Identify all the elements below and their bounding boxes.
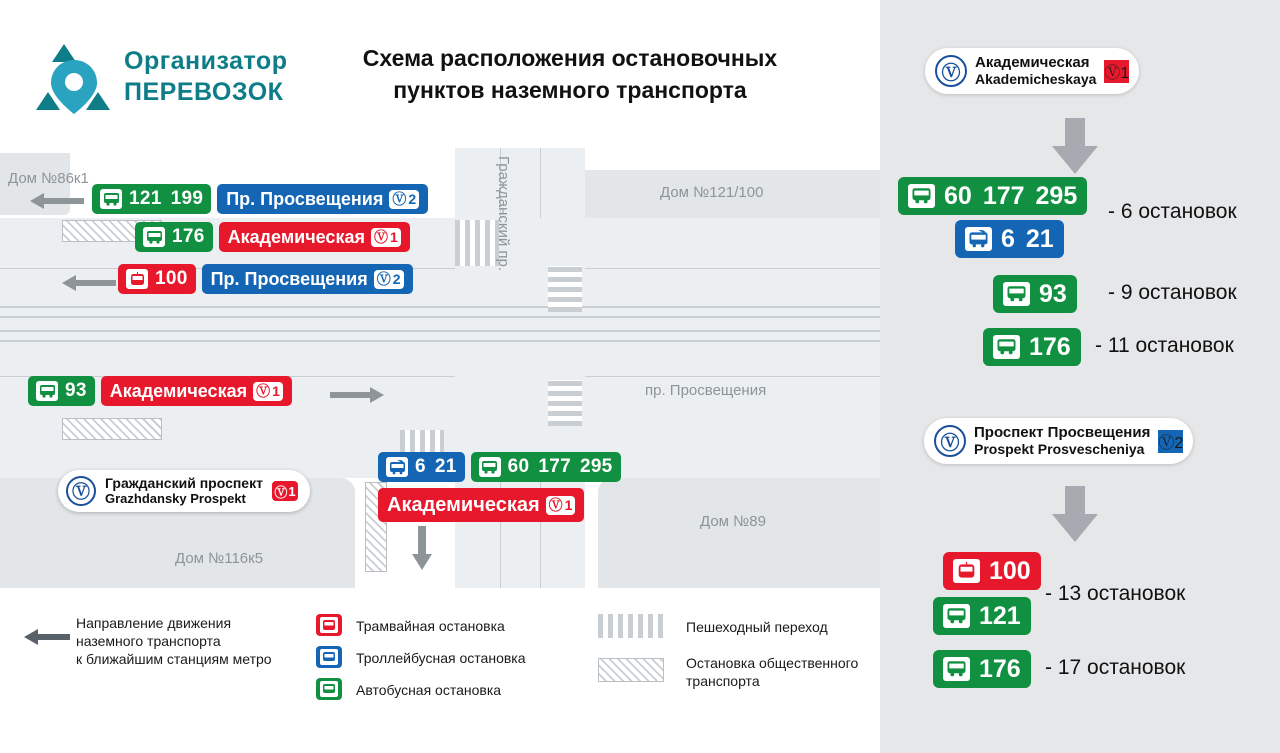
building-block-e xyxy=(598,478,880,588)
transfer-row-121[interactable] xyxy=(933,597,1031,635)
metro-line-badge xyxy=(546,496,576,515)
legend-direction-line-2: наземного транспорта xyxy=(76,633,221,649)
destination-label: Академическая xyxy=(387,493,540,516)
metro-m-icon: Ⓥ xyxy=(376,271,391,287)
legend-crosswalk-label: Пешеходный переход xyxy=(686,619,828,635)
route-number: 6 xyxy=(415,456,426,477)
route-numbers xyxy=(979,655,1021,684)
metro-logo-icon: Ⓥ xyxy=(934,425,966,457)
direction-arrow-left xyxy=(62,274,116,297)
stop-zone-w xyxy=(62,418,162,440)
metro-logo-icon: Ⓥ xyxy=(66,476,96,506)
crosswalk-west xyxy=(548,266,582,312)
page-title-line-1: Схема расположения остановочных xyxy=(362,45,778,71)
route-plate-bus-176[interactable] xyxy=(983,328,1081,366)
route-numbers xyxy=(944,182,1077,211)
route-plate-bus-176[interactable] xyxy=(135,222,213,252)
transfers-panel xyxy=(880,0,1280,753)
route-number: 176 xyxy=(172,226,205,247)
bus-icon xyxy=(479,457,501,477)
metro-m-icon: Ⓥ xyxy=(392,191,407,207)
page-title xyxy=(330,42,810,106)
route-number: 6 xyxy=(1001,224,1015,253)
route-plate-bus-121[interactable] xyxy=(933,597,1031,635)
tram-icon xyxy=(953,559,980,583)
metro-line-number: 1 xyxy=(1120,64,1130,82)
route-numbers xyxy=(508,456,613,478)
route-plate-trolleybus-6-21[interactable] xyxy=(378,452,465,482)
bus-icon xyxy=(36,381,58,401)
route-number: 295 xyxy=(579,456,613,477)
crosswalk-east xyxy=(548,380,582,426)
stops-count-6: - 6 остановок xyxy=(1108,200,1237,223)
metro-line-number: 1 xyxy=(272,383,280,399)
metro-line-badge xyxy=(374,270,404,289)
transfer-row-6-21[interactable] xyxy=(955,220,1064,258)
page-title-line-2: пунктов наземного транспорта xyxy=(393,77,747,103)
route-number: 100 xyxy=(989,556,1031,585)
route-number: 176 xyxy=(979,654,1021,683)
bus-icon xyxy=(1003,282,1030,306)
route-number: 295 xyxy=(1035,181,1078,210)
map-label-building-86k1: Дом №86к1 xyxy=(8,170,89,187)
transfer-row-100[interactable] xyxy=(943,552,1041,590)
station-name-en: Akademicheskaya xyxy=(975,71,1097,87)
bus-icon xyxy=(943,657,970,681)
map-label-building-116k5: Дом №116к5 xyxy=(175,550,264,567)
route-number: 93 xyxy=(65,380,87,401)
bus-icon xyxy=(993,335,1020,359)
down-arrow-icon-top xyxy=(1048,118,1102,174)
destination-label: Академическая xyxy=(227,226,365,247)
destination-label: Пр. Просвещения xyxy=(226,188,384,209)
location-pin-icon xyxy=(34,40,116,118)
tram-track-line xyxy=(0,330,880,332)
metro-line-badge xyxy=(371,228,401,247)
metro-m-icon: Ⓥ xyxy=(256,383,271,399)
route-number: 177 xyxy=(538,456,571,477)
down-arrow-icon-bottom xyxy=(1048,486,1102,542)
destination-label: Пр. Просвещения xyxy=(210,268,368,289)
metro-m-icon: Ⓥ xyxy=(274,484,288,500)
tram-track-line xyxy=(0,340,880,342)
metro-line-number: 1 xyxy=(389,229,398,245)
metro-line-number: 1 xyxy=(564,497,573,513)
metro-line-number: 2 xyxy=(408,191,417,207)
metro-logo-icon: Ⓥ xyxy=(935,55,967,87)
map-label-grazhdansky-pr: Гражданский пр. xyxy=(495,156,512,271)
metro-line-number: 2 xyxy=(392,271,401,287)
route-numbers xyxy=(979,602,1021,631)
trolleybus-icon xyxy=(316,646,342,668)
trolleybus-glyph xyxy=(320,649,338,665)
legend-tram-swatch xyxy=(316,614,342,636)
route-number: 60 xyxy=(944,181,972,210)
station-names xyxy=(105,476,263,506)
stops-count-17: - 17 остановок xyxy=(1045,656,1186,679)
road-edge-line-vertical xyxy=(540,148,541,218)
map-label-pr-prosveshcheniya: пр. Просвещения xyxy=(645,382,767,399)
tram-icon xyxy=(126,269,148,289)
direction-arrow-right xyxy=(330,386,384,409)
metro-line-badge xyxy=(1104,60,1129,83)
direction-arrow-down xyxy=(410,526,434,575)
crosswalk-north xyxy=(455,220,499,266)
legend-tram-label: Трамвайная остановка xyxy=(356,618,505,634)
route-plate-bus-176[interactable] xyxy=(933,650,1031,688)
route-number: 177 xyxy=(982,181,1025,210)
map-stop-row-121-199[interactable] xyxy=(92,184,428,214)
legend-stopzone-icon xyxy=(598,658,664,682)
transfer-row-93[interactable] xyxy=(993,275,1077,313)
metro-m-icon: Ⓥ xyxy=(373,229,388,245)
route-numbers xyxy=(65,380,87,402)
route-numbers xyxy=(172,226,205,248)
metro-m-icon: Ⓥ xyxy=(1104,64,1121,82)
transfer-row-176-top[interactable] xyxy=(983,328,1081,366)
legend-trolleybus-swatch xyxy=(316,646,342,668)
metro-line-number: 1 xyxy=(288,483,296,499)
destination-label: Академическая xyxy=(109,380,248,401)
legend-trolleybus-label: Троллейбусная остановка xyxy=(356,650,526,666)
route-numbers xyxy=(1029,333,1071,362)
legend-stopzone-line-1: Остановка общественного xyxy=(686,655,859,671)
route-plate-tram-100[interactable] xyxy=(943,552,1041,590)
route-plate-trolleybus-6-21[interactable] xyxy=(955,220,1064,258)
destination-plate-akademicheskaya[interactable] xyxy=(101,376,292,406)
station-name-ru: Академическая xyxy=(975,54,1090,71)
logo-line-2: ПЕРЕВОЗОК xyxy=(124,78,284,106)
tram-glyph xyxy=(320,617,338,633)
map-stop-row-100[interactable] xyxy=(118,264,413,294)
stops-count-13: - 13 остановок xyxy=(1045,582,1186,605)
logo-text xyxy=(124,46,287,108)
route-number: 121 xyxy=(979,601,1021,630)
destination-plate-pr-prosvescheniya[interactable] xyxy=(217,184,428,214)
metro-line-badge xyxy=(272,481,298,501)
station-name-en: Prospekt Prosvescheniya xyxy=(974,441,1145,457)
route-numbers xyxy=(415,456,457,478)
route-number: 100 xyxy=(155,268,188,289)
map-label-building-89: Дом №89 xyxy=(700,513,766,530)
route-number: 93 xyxy=(1039,279,1067,308)
tram-track-line xyxy=(0,316,880,318)
road-avenue-vertical xyxy=(455,148,585,588)
route-plate-tram-100[interactable] xyxy=(118,264,196,294)
stops-count-9: - 9 остановок xyxy=(1108,281,1237,304)
route-plate-bus-93[interactable] xyxy=(28,376,95,406)
trolleybus-icon xyxy=(965,227,992,251)
tram-icon xyxy=(316,614,342,636)
metro-m-icon: Ⓥ xyxy=(1158,434,1175,452)
legend-direction-arrow-icon xyxy=(24,628,70,651)
trolleybus-icon xyxy=(386,457,408,477)
route-numbers xyxy=(1039,280,1067,309)
legend-direction-line-1: Направление движения xyxy=(76,615,232,631)
station-names xyxy=(975,55,1096,87)
route-numbers xyxy=(1001,225,1054,254)
metro-line-badge xyxy=(1158,430,1183,453)
bus-icon xyxy=(100,189,122,209)
destination-plate-akademicheskaya[interactable] xyxy=(219,222,410,252)
metro-line-badge xyxy=(253,382,283,401)
destination-plate-akademicheskaya[interactable] xyxy=(378,488,584,522)
map-stop-row-93[interactable] xyxy=(28,376,292,406)
map-destination-row-akademicheskaya[interactable] xyxy=(378,488,584,522)
legend-stopzone-label xyxy=(686,654,858,690)
map-label-building-121-100: Дом №121/100 xyxy=(660,184,764,201)
map-canvas xyxy=(0,148,880,588)
station-name-ru: Проспект Просвещения xyxy=(974,424,1151,441)
legend-stopzone-line-2: транспорта xyxy=(686,673,760,689)
road-edge-line xyxy=(585,376,880,377)
route-number: 21 xyxy=(1025,224,1054,253)
metro-station-akademicheskaya[interactable] xyxy=(925,48,1139,94)
legend xyxy=(0,596,880,736)
route-number: 176 xyxy=(1029,332,1071,361)
route-number: 21 xyxy=(434,456,457,477)
map-stop-row-176[interactable] xyxy=(135,222,410,252)
station-name-en: Grazhdansky Prospekt xyxy=(105,491,246,506)
metro-line-number: 2 xyxy=(1174,434,1184,452)
logo-line-1: Организатор xyxy=(124,47,288,75)
legend-bus-label: Автобусная остановка xyxy=(356,682,502,698)
destination-plate-pr-prosvescheniya[interactable] xyxy=(202,264,413,294)
direction-arrow-left xyxy=(30,192,84,215)
legend-crosswalk-icon xyxy=(598,614,664,638)
legend-bus-swatch xyxy=(316,678,342,700)
station-names xyxy=(974,425,1150,457)
route-number: 60 xyxy=(507,456,530,477)
metro-line-badge xyxy=(389,190,419,209)
route-plate-bus-93[interactable] xyxy=(993,275,1077,313)
tram-track-line xyxy=(0,306,880,308)
route-plate-bus-121-199[interactable] xyxy=(92,184,211,214)
legend-direction-line-3: к ближайшим станциям метро xyxy=(76,651,272,667)
bus-icon xyxy=(943,604,970,628)
route-number: 121 xyxy=(129,188,162,209)
route-plate-bus-60-177-295[interactable] xyxy=(471,452,621,482)
route-plate-bus-60-177-295[interactable] xyxy=(898,177,1087,215)
route-numbers xyxy=(989,557,1031,586)
logo xyxy=(34,40,334,120)
route-number: 199 xyxy=(170,188,204,209)
bus-icon xyxy=(316,678,342,700)
route-numbers xyxy=(129,188,203,210)
road-edge-line xyxy=(585,268,880,269)
legend-direction-text xyxy=(76,614,272,668)
metro-station-prospekt-prosvescheniya[interactable] xyxy=(924,418,1193,464)
metro-m-icon: Ⓥ xyxy=(548,497,563,513)
metro-station-grazhdansky-prospekt[interactable] xyxy=(58,470,310,512)
bus-icon xyxy=(908,184,935,208)
station-name-ru: Гражданский проспект xyxy=(105,475,263,491)
stops-count-11: - 11 остановок xyxy=(1095,334,1234,357)
map-stop-row-6-21-60-177-295[interactable] xyxy=(378,452,621,482)
route-numbers xyxy=(155,268,188,290)
transfer-row-176-bottom[interactable] xyxy=(933,650,1031,688)
bus-icon xyxy=(143,227,165,247)
bus-glyph xyxy=(320,681,338,697)
transfer-row-60-177-295[interactable] xyxy=(898,177,1087,215)
